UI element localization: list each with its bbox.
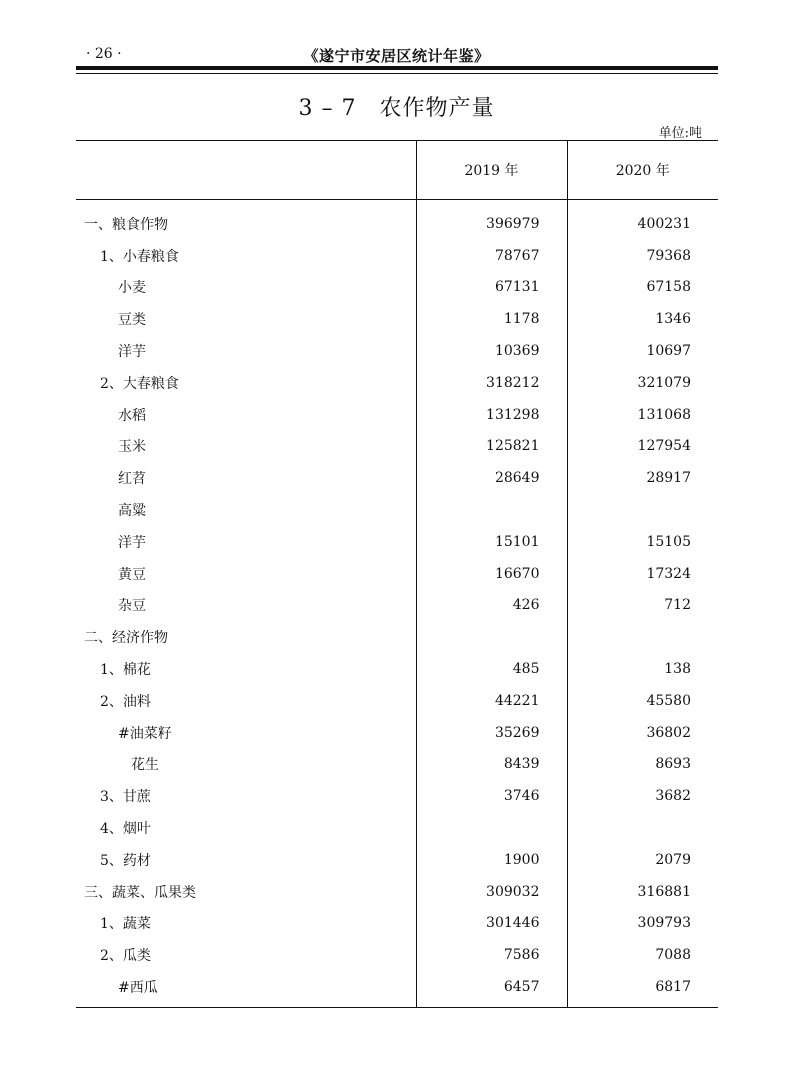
table-row bbox=[76, 908, 718, 940]
row-label: 1、小春粮食 bbox=[100, 248, 179, 265]
table-row bbox=[76, 367, 718, 399]
row-label: 1、棉花 bbox=[100, 662, 151, 679]
row-value-2019: 485 bbox=[416, 653, 567, 685]
row-label: 杂豆 bbox=[118, 598, 146, 615]
table-row bbox=[76, 462, 718, 494]
table-row bbox=[76, 240, 718, 272]
header-cell-label bbox=[76, 141, 416, 200]
table-row bbox=[76, 494, 718, 526]
table-row bbox=[76, 431, 718, 463]
row-value-2020: 2079 bbox=[567, 844, 718, 876]
table-row bbox=[76, 717, 718, 749]
row-label: 洋芋 bbox=[118, 344, 146, 361]
header-cell-2019: 2019 年 bbox=[416, 141, 567, 200]
row-value-2019: 15101 bbox=[416, 526, 567, 558]
row-label: 豆类 bbox=[118, 312, 146, 329]
row-value-2020: 400231 bbox=[567, 200, 718, 240]
row-label: 二、经济作物 bbox=[84, 630, 168, 647]
table-row bbox=[76, 876, 718, 908]
table-body bbox=[76, 200, 718, 1008]
row-value-2019: 125821 bbox=[416, 431, 567, 463]
row-value-2019 bbox=[416, 812, 567, 844]
table-row bbox=[76, 621, 718, 653]
row-value-2020: 6817 bbox=[567, 971, 718, 1007]
table-row bbox=[76, 812, 718, 844]
row-value-2020: 15105 bbox=[567, 526, 718, 558]
table-row bbox=[76, 335, 718, 367]
row-value-2019: 10369 bbox=[416, 335, 567, 367]
row-value-2020: 8693 bbox=[567, 749, 718, 781]
row-value-2019 bbox=[416, 621, 567, 653]
row-label: 5、药材 bbox=[100, 852, 151, 869]
row-value-2020: 127954 bbox=[567, 431, 718, 463]
table-row bbox=[76, 685, 718, 717]
row-value-2020: 1346 bbox=[567, 303, 718, 335]
row-value-2019 bbox=[416, 494, 567, 526]
table-row bbox=[76, 272, 718, 304]
row-label: 花生 bbox=[131, 757, 159, 774]
row-label: 洋芋 bbox=[118, 534, 146, 551]
table-row bbox=[76, 303, 718, 335]
row-value-2019: 301446 bbox=[416, 908, 567, 940]
row-value-2020: 10697 bbox=[567, 335, 718, 367]
row-value-2020: 321079 bbox=[567, 367, 718, 399]
row-value-2019: 309032 bbox=[416, 876, 567, 908]
row-value-2020 bbox=[567, 812, 718, 844]
row-value-2020: 316881 bbox=[567, 876, 718, 908]
yearbook-title: 《遂宁市安居区统计年鉴》 bbox=[303, 47, 490, 65]
table-title: 3 – 7 农作物产量 bbox=[298, 96, 495, 121]
row-value-2020: 45580 bbox=[567, 685, 718, 717]
row-label: 玉米 bbox=[118, 439, 146, 456]
row-label: 一、粮食作物 bbox=[84, 216, 168, 233]
row-value-2019: 3746 bbox=[416, 780, 567, 812]
row-value-2019: 8439 bbox=[416, 749, 567, 781]
row-value-2019: 426 bbox=[416, 590, 567, 622]
row-label: 水稻 bbox=[118, 407, 146, 424]
unit-label: 单位:吨 bbox=[658, 126, 702, 141]
table-row bbox=[76, 780, 718, 812]
row-value-2019: 7586 bbox=[416, 939, 567, 971]
table-row bbox=[76, 749, 718, 781]
row-label: #油菜籽 bbox=[118, 725, 172, 742]
row-label: 4、烟叶 bbox=[100, 821, 151, 838]
row-value-2019: 6457 bbox=[416, 971, 567, 1007]
table-row bbox=[76, 653, 718, 685]
row-label: 3、甘蔗 bbox=[100, 789, 151, 806]
row-label: 2、瓜类 bbox=[100, 948, 151, 965]
row-value-2020: 28917 bbox=[567, 462, 718, 494]
table-row bbox=[76, 200, 718, 240]
row-value-2020 bbox=[567, 621, 718, 653]
table-row bbox=[76, 844, 718, 876]
header-rule-thin bbox=[76, 73, 718, 74]
row-value-2020: 712 bbox=[567, 590, 718, 622]
row-value-2019: 44221 bbox=[416, 685, 567, 717]
row-label: 三、蔬菜、瓜果类 bbox=[84, 884, 196, 901]
row-value-2019: 16670 bbox=[416, 558, 567, 590]
row-label: 黄豆 bbox=[118, 566, 146, 583]
header-rule-thick bbox=[76, 66, 718, 70]
table-row bbox=[76, 939, 718, 971]
row-label: 红苕 bbox=[118, 471, 146, 488]
row-value-2020: 309793 bbox=[567, 908, 718, 940]
row-value-2019: 35269 bbox=[416, 717, 567, 749]
table-header-row bbox=[76, 141, 718, 200]
row-value-2019: 78767 bbox=[416, 240, 567, 272]
crop-production-table bbox=[76, 140, 718, 1008]
row-value-2019: 28649 bbox=[416, 462, 567, 494]
table-row bbox=[76, 971, 718, 1007]
page-number: · 26 · bbox=[86, 46, 122, 62]
row-value-2020 bbox=[567, 494, 718, 526]
row-value-2020: 3682 bbox=[567, 780, 718, 812]
row-label: 2、油料 bbox=[100, 693, 151, 710]
row-value-2019: 318212 bbox=[416, 367, 567, 399]
header-cell-2020: 2020 年 bbox=[567, 141, 718, 200]
row-value-2020: 138 bbox=[567, 653, 718, 685]
table-row bbox=[76, 526, 718, 558]
table-row bbox=[76, 590, 718, 622]
row-value-2020: 79368 bbox=[567, 240, 718, 272]
row-value-2020: 36802 bbox=[567, 717, 718, 749]
row-value-2020: 131068 bbox=[567, 399, 718, 431]
row-value-2019: 1900 bbox=[416, 844, 567, 876]
row-value-2019: 1178 bbox=[416, 303, 567, 335]
table-row bbox=[76, 399, 718, 431]
row-value-2020: 67158 bbox=[567, 272, 718, 304]
row-label: #西瓜 bbox=[76, 971, 416, 1007]
row-value-2019: 131298 bbox=[416, 399, 567, 431]
row-value-2019: 396979 bbox=[416, 200, 567, 240]
row-label: 1、蔬菜 bbox=[100, 916, 151, 933]
table-row bbox=[76, 558, 718, 590]
row-label: 高粱 bbox=[118, 503, 146, 520]
row-label: 小麦 bbox=[118, 280, 146, 297]
row-value-2020: 7088 bbox=[567, 939, 718, 971]
row-value-2020: 17324 bbox=[567, 558, 718, 590]
row-label: 2、大春粮食 bbox=[100, 375, 179, 392]
row-value-2019: 67131 bbox=[416, 272, 567, 304]
